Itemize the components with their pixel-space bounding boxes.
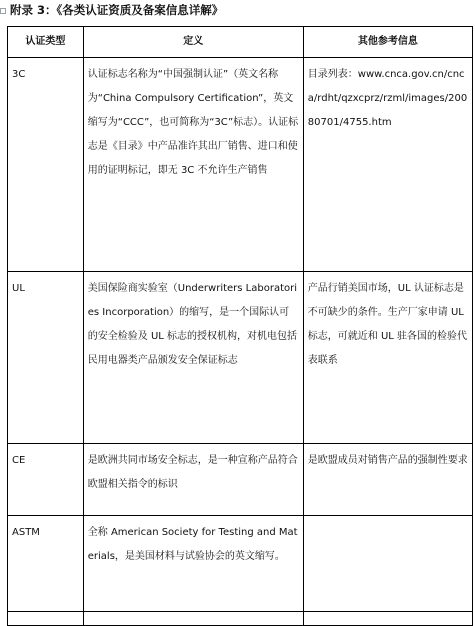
certification-table [7,26,473,626]
appendix-title: 附录 3：《各类认证资质及备案信息详解》 [10,3,224,17]
header-reference: 其他参考信息 [303,27,472,58]
header-definition: 定义 [83,27,303,58]
reference-cell: 目录列表：www.cnca.gov.cn/cnca/rdht/qzxcprz/rzml/images/20080701/4755.htm [303,58,472,272]
table-header-row [8,27,473,58]
definition-cell: 全称 American Society for Testing and Materials，是美国材料与试验协会的英文缩写。 [83,516,303,612]
cert-type-cell: ASTM [8,516,84,612]
table-row [8,272,473,444]
cert-type-cell: 3C [8,58,84,272]
definition-cell [83,612,303,626]
table-row [8,444,473,516]
cert-type-cell [8,612,84,626]
table-row [8,516,473,612]
reference-cell [303,516,472,612]
cert-type-cell: UL [8,272,84,444]
table-row [8,58,473,272]
reference-cell: 是欧盟成员对销售产品的强制性要求 [303,444,472,516]
table-row [8,612,473,626]
header-cert-type: 认证类型 [8,27,84,58]
definition-cell: 认证标志名称为“中国强制认证”（英文名称为“China Compulsory Certification”，英文缩写为“CCC”，也可简称为“3C”标志）。认证标志是《目录》中产品准许其出厂销售、进口和使用的证明标记，即无 3C 不允许生产销售 [83,58,303,272]
definition-cell: 是欧洲共同市场安全标志，是一种宣称产品符合欧盟相关指令的标识 [83,444,303,516]
reference-cell [303,612,472,626]
definition-cell: 美国保险商实验室（Underwriters Laboratories Incorporation）的缩写，是一个国际认可的安全检验及 UL 标志的授权机构，对机电包括民用电器类产品颁发安全保证标志 [83,272,303,444]
table-anchor-icon[interactable] [0,8,6,14]
cert-type-cell: CE [8,444,84,516]
reference-cell: 产品行销美国市场，UL 认证标志是不可缺少的条件。生产厂家申请 UL 标志，可就近和 UL 驻各国的检验代表联系 [303,272,472,444]
